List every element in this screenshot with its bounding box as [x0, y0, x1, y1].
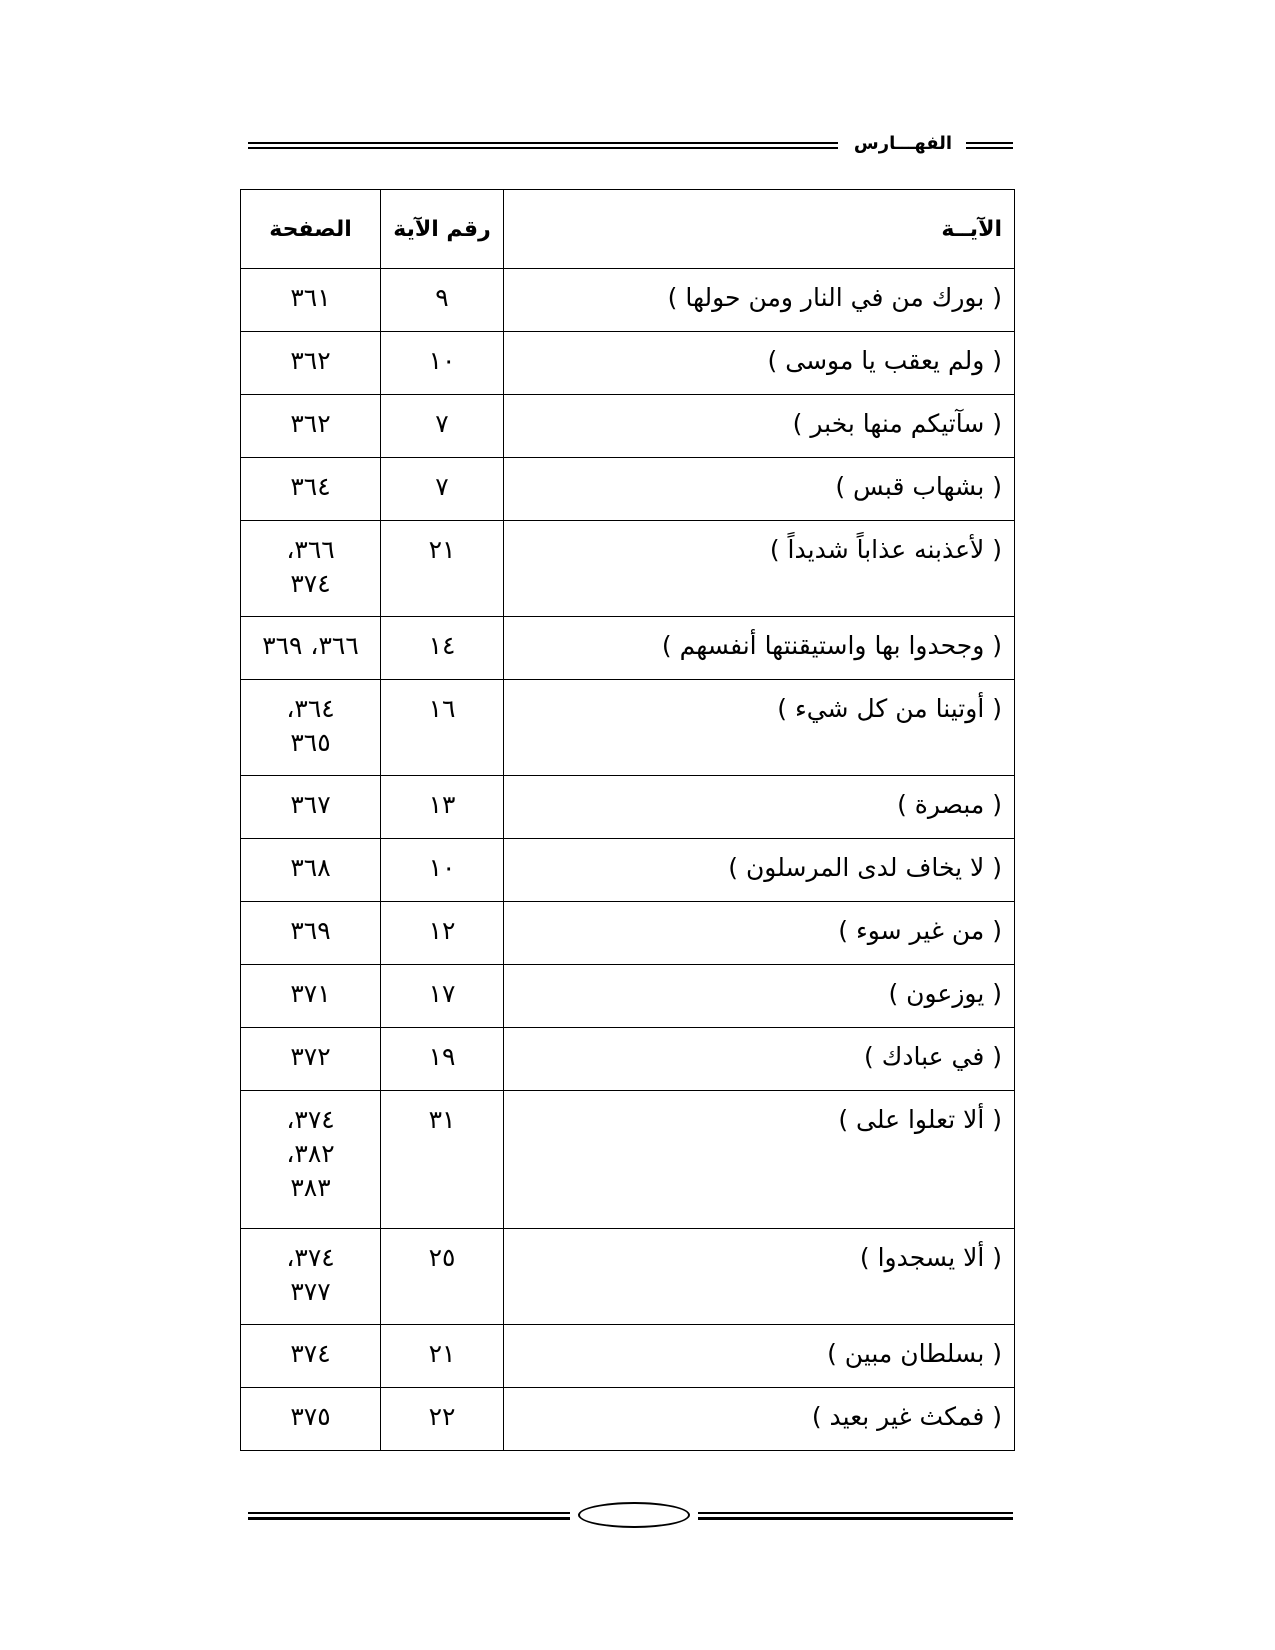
verse-index-table: [240, 189, 1015, 1451]
table-row: [241, 521, 1015, 617]
verse-number-cell: ٢٢: [381, 1388, 504, 1451]
verse-cell: ( وجحدوا بها واستيقنتها أنفسهم ): [504, 617, 1015, 680]
footer-rule-right: [698, 1512, 1013, 1520]
verse-cell: ( سآتيكم منها بخبر ): [504, 395, 1015, 458]
verse-number-cell: ٧: [381, 395, 504, 458]
table-row: [241, 395, 1015, 458]
page-cell: [241, 776, 381, 839]
page-cell: [241, 965, 381, 1028]
page-number: ٣٧٥: [290, 1402, 331, 1431]
verse-number-cell: ٢١: [381, 521, 504, 617]
page-number: ٣٦٦،: [286, 535, 335, 564]
page-number: ٣٦٢: [290, 346, 331, 375]
table-row: [241, 1388, 1015, 1451]
verse-number-cell: ١٢: [381, 902, 504, 965]
page-number: ٣٦٥: [290, 728, 331, 757]
page-number: ٣٧٤: [290, 1339, 331, 1368]
table-header-row: [241, 190, 1015, 269]
table-row: [241, 1091, 1015, 1229]
header-page: الصفحة: [241, 190, 381, 269]
page-number: ٣٦٤،: [286, 694, 335, 723]
page-cell: [241, 1229, 381, 1325]
page-number-oval: [578, 1502, 690, 1528]
table-row: [241, 839, 1015, 902]
page-cell: [241, 1028, 381, 1091]
verse-number-cell: ٣١: [381, 1091, 504, 1229]
page-cell: [241, 617, 381, 680]
page-cell: [241, 332, 381, 395]
verse-number-cell: ١٠: [381, 332, 504, 395]
table-row: [241, 269, 1015, 332]
page-cell: [241, 521, 381, 617]
page-number: ٣٧٤،: [286, 1243, 335, 1272]
verse-cell: ( فمكث غير بعيد ): [504, 1388, 1015, 1451]
verse-cell: ( ألا يسجدوا ): [504, 1229, 1015, 1325]
page-number: ٣٦٧: [290, 790, 331, 819]
verse-cell: ( لأعذبنه عذاباً شديداً ): [504, 521, 1015, 617]
verse-number-cell: ٢١: [381, 1325, 504, 1388]
verse-cell: ( ولم يعقب يا موسى ): [504, 332, 1015, 395]
page-cell: [241, 680, 381, 776]
verse-number-cell: ٢٥: [381, 1229, 504, 1325]
page-number: ٣٨٢،: [286, 1139, 335, 1168]
table-row: [241, 617, 1015, 680]
page-cell: [241, 1091, 381, 1229]
table-row: [241, 1325, 1015, 1388]
header-rule-left: [248, 142, 838, 149]
verse-cell: ( مبصرة ): [504, 776, 1015, 839]
verse-cell: ( من غير سوء ): [504, 902, 1015, 965]
page-number: ٣٧١: [290, 979, 331, 1008]
page-header: [248, 132, 1013, 158]
verse-cell: ( بورك من في النار ومن حولها ): [504, 269, 1015, 332]
table-row: [241, 776, 1015, 839]
page-number: ٣٦٢: [290, 409, 331, 438]
verse-number-cell: ٧: [381, 458, 504, 521]
page-cell: [241, 1388, 381, 1451]
verse-cell: ( أوتينا من كل شيء ): [504, 680, 1015, 776]
page-number: ٣٨٣: [290, 1173, 331, 1202]
table-row: [241, 902, 1015, 965]
table-row: [241, 965, 1015, 1028]
table-row: [241, 1229, 1015, 1325]
verse-cell: ( في عبادك ): [504, 1028, 1015, 1091]
page-cell: [241, 458, 381, 521]
table-row: [241, 458, 1015, 521]
page-number: ٣٧٤،: [286, 1105, 335, 1134]
verse-number-cell: ١٦: [381, 680, 504, 776]
page-footer: [248, 1500, 1013, 1532]
verse-cell: ( بسلطان مبين ): [504, 1325, 1015, 1388]
page-number: ٣٦٤: [290, 472, 331, 501]
verse-number-cell: ١٠: [381, 839, 504, 902]
verse-number-cell: ١٩: [381, 1028, 504, 1091]
page-cell: [241, 839, 381, 902]
page-cell: [241, 395, 381, 458]
page-number: ٣٦٦، ٣٦٩: [262, 631, 359, 660]
verse-cell: ( بشهاب قبس ): [504, 458, 1015, 521]
verse-number-cell: ٩: [381, 269, 504, 332]
verse-cell: ( ألا تعلوا على ): [504, 1091, 1015, 1229]
header-verse: الآيــة: [504, 190, 1015, 269]
header-title: الفهـــارس: [853, 133, 953, 154]
page-number: ٣٦٨: [290, 853, 331, 882]
table-row: [241, 680, 1015, 776]
page-number: ٣٧٤: [290, 569, 331, 598]
verse-number-cell: ١٤: [381, 617, 504, 680]
table-body: [241, 269, 1015, 1451]
page-cell: [241, 1325, 381, 1388]
table-row: [241, 1028, 1015, 1091]
page-number: ٣٦١: [290, 283, 331, 312]
verse-cell: ( لا يخاف لدى المرسلون ): [504, 839, 1015, 902]
verse-number-cell: ١٧: [381, 965, 504, 1028]
table-row: [241, 332, 1015, 395]
verse-number-cell: ١٣: [381, 776, 504, 839]
header-verse-number: رقم الآية: [381, 190, 504, 269]
page-cell: [241, 269, 381, 332]
page-number: ٣٦٩: [290, 916, 331, 945]
page-number: ٣٧٧: [290, 1277, 331, 1306]
page-number: ٣٧٢: [290, 1042, 331, 1071]
footer-rule-left: [248, 1512, 570, 1520]
header-rule-right: [966, 142, 1013, 149]
verse-cell: ( يوزعون ): [504, 965, 1015, 1028]
page-cell: [241, 902, 381, 965]
